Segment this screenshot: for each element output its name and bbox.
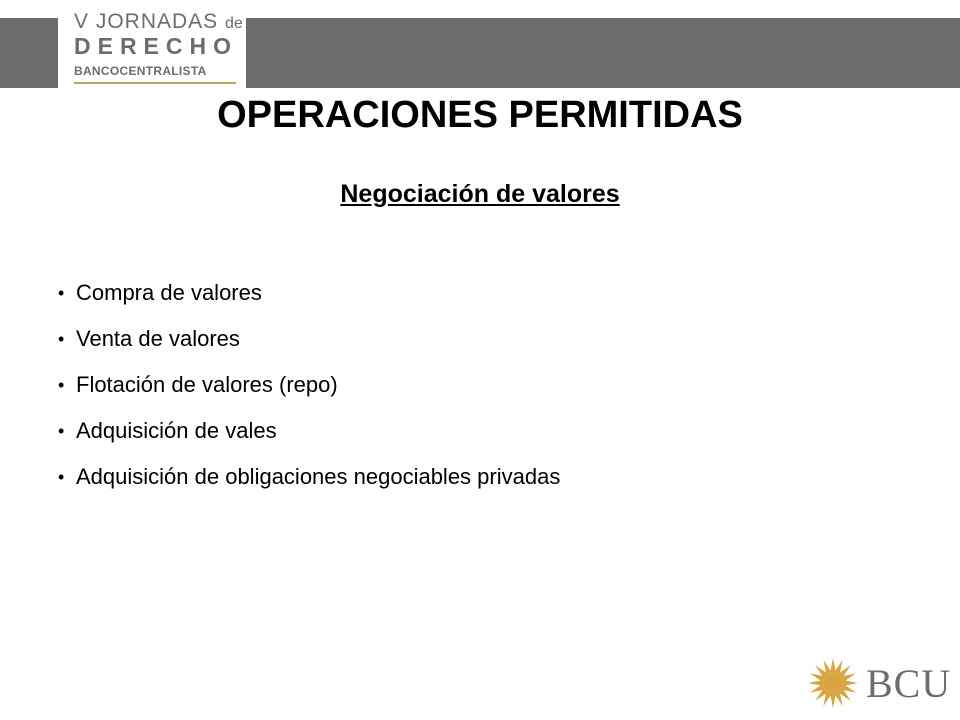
bullet-item: • Adquisición de vales: [58, 418, 277, 443]
bullet-item: • Adquisición de obligaciones negociables privadas: [58, 464, 561, 489]
bullet-item: • Compra de valores: [58, 280, 262, 305]
logo-line3: BANCOCENTRALISTA: [74, 64, 207, 78]
logo-rule: [74, 82, 236, 84]
slide-subtitle: Negociación de valores: [340, 180, 620, 208]
bcu-logo: [806, 656, 952, 710]
bullet-item: • Flotación de valores (repo): [58, 372, 338, 397]
bcu-logo-text: BCU: [866, 661, 952, 706]
bullet-item: • Venta de valores: [58, 326, 240, 351]
sun-icon: [806, 656, 860, 710]
logo-line1: V JORNADAS de: [74, 10, 243, 33]
bullet-list: [58, 275, 560, 505]
event-logo: [58, 0, 246, 92]
logo-line2: DERECHO: [74, 33, 239, 59]
slide-title: OPERACIONES PERMITIDAS: [217, 94, 743, 136]
